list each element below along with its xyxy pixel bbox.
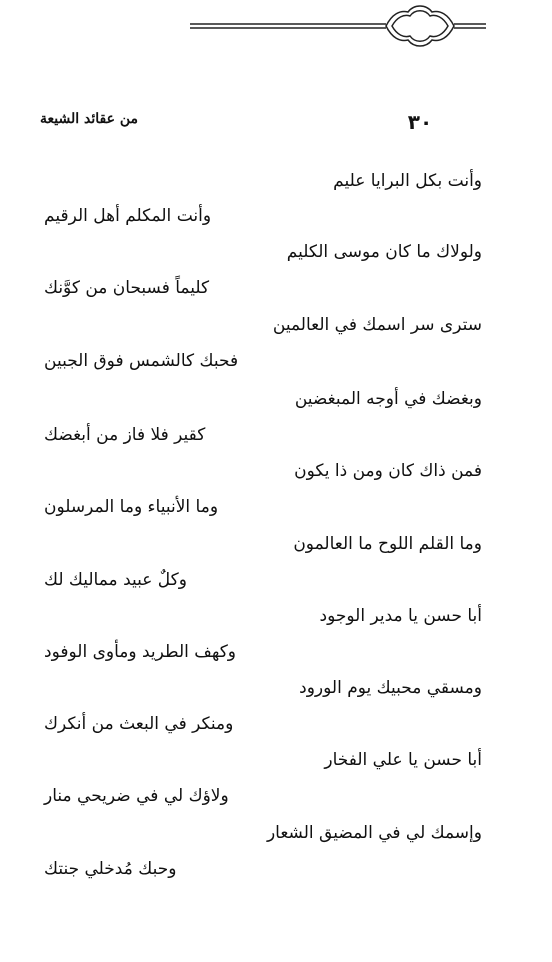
verse-first-hemistich: وإسمك لي في المضيق الشعار (266, 823, 482, 843)
verse-first-hemistich: أبا حسن يا مدير الوجود (319, 606, 482, 626)
verse-second-hemistich: ولاؤك لي في ضريحي منار (44, 786, 229, 806)
verse-first-hemistich: وما القلم اللوح ما العالمون (293, 534, 482, 554)
verse-second-hemistich: وكلٌ عبيد ممالیك لك (44, 570, 187, 590)
page-number-medallion (386, 6, 454, 46)
verse-second-hemistich: وما الأنبياء وما المرسلون (44, 497, 219, 517)
header-ornament-rule (0, 0, 552, 60)
verse-first-hemistich: وبغضك في أوجه المبغضين (294, 389, 482, 409)
verse-first-hemistich: سترى سر اسمك في العالمين (272, 315, 482, 335)
verse-second-hemistich: وحبك مُدخلي جنتك (44, 859, 177, 879)
verse-first-hemistich: ولولاك ما كان موسى الكليم (286, 242, 482, 262)
verse-second-hemistich: فحبك كالشمس فوق الجبين (44, 351, 239, 371)
verse-first-hemistich: أبا حسن يا علي الفخار (324, 750, 482, 770)
verse-first-hemistich: وأنت بكل البرايا عليم (333, 171, 482, 191)
verse-second-hemistich: وكهف الطريد ومأوى الوفود (44, 642, 237, 662)
verse-second-hemistich: وأنت المكلم أهل الرقيم (44, 206, 212, 226)
verse-second-hemistich: ومنكر في البعث من أنكرك (44, 714, 234, 734)
verse-second-hemistich: كليماً فسبحان من كوَّنك (44, 278, 210, 298)
running-title: من عقائد الشيعة (40, 111, 138, 127)
page-number: ٣٠ (407, 110, 433, 134)
verse-first-hemistich: فمن ذاك كان ومن ذا يكون (294, 461, 482, 481)
verse-first-hemistich: ومسقي محبيك يوم الورود (299, 678, 482, 698)
verse-second-hemistich: كقير فلا فاز من أبغضك (44, 425, 206, 445)
